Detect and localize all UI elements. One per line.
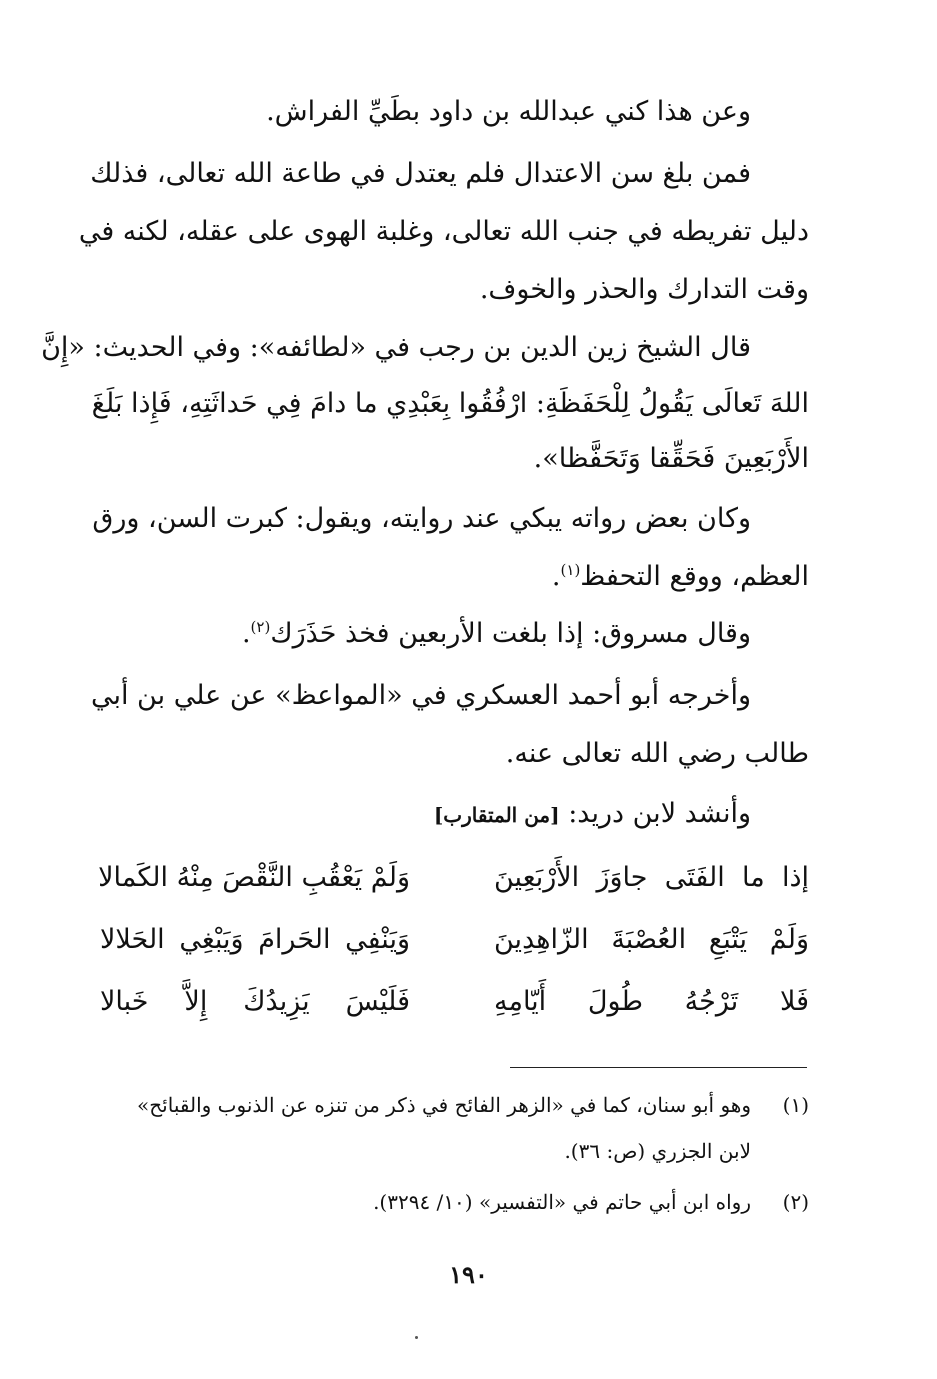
footnote-1-number: (١) [782,1093,809,1117]
paragraph-5-period: . [241,618,251,649]
poem-meter: [من المتقارب] [433,803,560,827]
footnote-2-number: (٢) [782,1190,809,1214]
poem-intro [434,800,751,827]
verse-2-second-hemistich: وَيَنْفِي الحَرامَ وَيَبْغِي الحَلالا [100,924,410,955]
footnote-ref-1[interactable]: (١) [560,561,581,579]
paragraph-4-line-2 [552,563,809,590]
page-number: ١٩٠ [449,1260,488,1289]
paragraph-2-line-1: فمن بلغ سن الاعتدال فلم يعتدل في طاعة الله تعالى، فذلك [90,158,751,189]
paragraph-5-text: وقال مسروق: إذا بلغت الأربعين فخذ حَذَرَك [270,618,751,649]
footnote-1-line-2: لابن الجزري (ص: ٣٦). [564,1139,751,1163]
paragraph-4-text: العظم، ووقع التحفظ [580,561,809,592]
paragraph-6-line-2: طالب رضي الله تعالى عنه. [505,738,809,769]
verse-1-second-hemistich: وَلَمْ يَعْقُبِ النَّقْصَ مِنْهُ الكَمالا [98,862,410,893]
poem-intro-text: وأنشد لابن دريد: [568,798,751,829]
verse-3-second-hemistich: فَلَيْسَ يَزِيدُكَ إِلاَّ خَبالا [100,986,410,1017]
paragraph-3-line-2: اللهَ تَعالَى يَقُولُ لِلْحَفَظَةِ: ارْفُقُوا بِعَبْدِي ما دامَ فِي حَداثَتِهِ، فَإِذا بَلَغَ [91,388,809,419]
paragraph-2-line-2: دليل تفريطه في جنب الله تعالى، وغلبة الهوى على عقله، لكنه في [78,216,809,247]
paragraph-6-line-1: وأخرجه أبو أحمد العسكري في «المواعظ» عن علي بن أبي [90,680,751,711]
footnote-separator [510,1067,807,1068]
verse-1-first-hemistich: إذا ما الفَتَى جاوَزَ الأَرْبَعِينَ [494,862,809,893]
footnote-1-line-1: وهو أبو سنان، كما في «الزهر الفائح في ذكر من تنزه عن الذنوب والقبائح» [137,1093,751,1117]
paragraph-3-line-3: الأَرْبَعِينَ فَحَقِّقا وَتَحَفَّظا». [533,443,809,474]
paragraph-4-line-1: وكان بعض رواته يبكي عند روايته، ويقول: كبرت السن، ورق [92,503,751,534]
paragraph-4-period: . [551,561,561,592]
footnote-ref-2[interactable]: (٢) [250,618,271,636]
paragraph-2-line-3: وقت التدارك والحذر والخوف. [479,274,809,305]
paragraph-3-line-1: قال الشيخ زين الدين بن رجب في «لطائفه»: وفي الحديث: «إِنَّ [41,332,751,363]
scan-speck [415,1336,418,1339]
paragraph-5 [242,620,751,647]
verse-2-first-hemistich: وَلَمْ يَتْبَعِ العُصْبَةَ الزّاهِدِينَ [494,924,809,955]
verse-3-first-hemistich: فَلا تَرْجُهُ طُولَ أَيّامِهِ [494,986,809,1017]
paragraph-1: وعن هذا كني عبدالله بن داود بطَيِّ الفراش. [266,96,751,127]
footnote-2-line-1: رواه ابن أبي حاتم في «التفسير» (١٠/ ٣٢٩٤). [373,1190,751,1214]
